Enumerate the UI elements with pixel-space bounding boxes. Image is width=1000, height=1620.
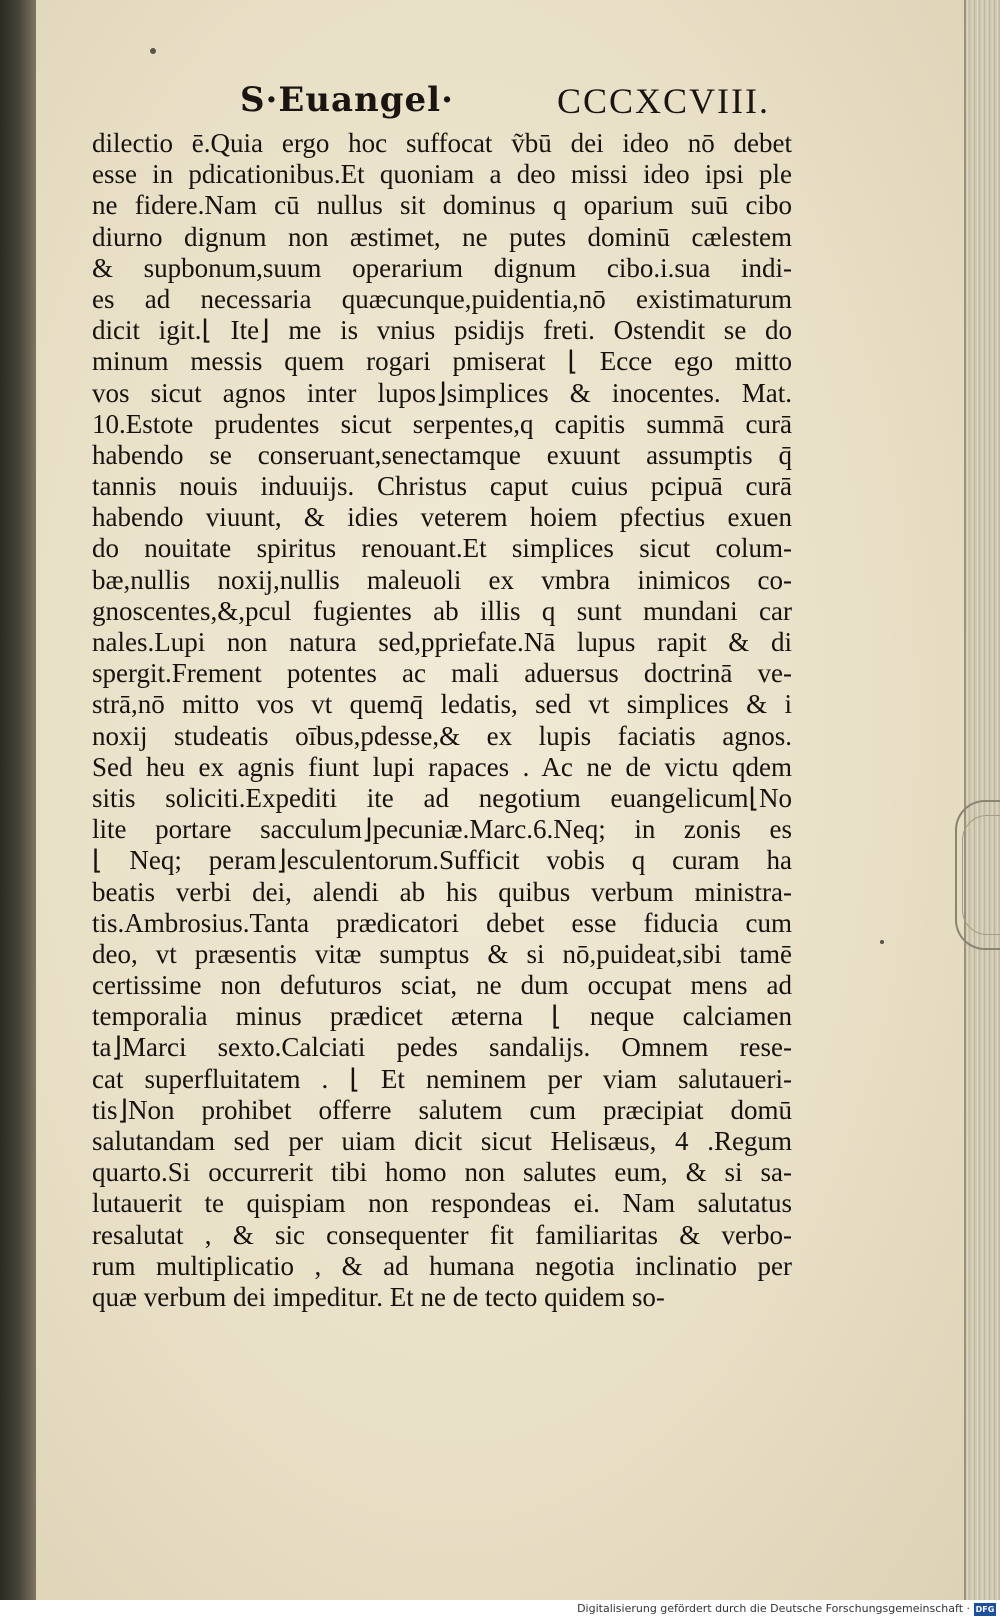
text-line: deo, vt præsentis vitæ sumptus & si nō,puideat,sibi tamē <box>92 938 792 969</box>
text-line: cat superfluitatem . ⌊ Et neminem per viam salutaueri- <box>92 1063 792 1094</box>
text-line: tis.Ambrosius.Tanta prædicatori debet esse fiducia cum <box>92 907 792 938</box>
text-line: 10.Estote prudentes sicut serpentes,q capitis summā curā <box>92 408 792 439</box>
text-line: es ad necessaria quæcunque,puidentia,nō existimaturum <box>92 283 792 314</box>
text-line: esse in pdicationibus.Et quoniam a deo missi ideo ipsi ple <box>92 159 792 190</box>
text-line: Sed heu ex agnis fiunt lupi rapaces . Ac ne de victu qdem <box>92 751 792 782</box>
text-line: temporalia minus prædicet æterna ⌊ neque calciamen <box>92 1001 792 1032</box>
text-line: dicit igit.⌊ Ite⌋ me is vnius psidijs freti. Ostendit se do <box>92 315 792 346</box>
text-line: beatis verbi dei, alendi ab his quibus verbum ministra- <box>92 876 792 907</box>
text-line: nales.Lupi non natura sed,ppriefate.Nā lupus rapit & di <box>92 627 792 657</box>
running-head: S·Euangel· <box>240 80 454 120</box>
text-line: diurno dignum non æstimet, ne putes dominū cælestem <box>92 221 792 252</box>
text-line: noxij studeatis oībus,pdesse,& ex lupis faciatis agnos. <box>92 720 792 751</box>
folio-number: CCCXCVIII. <box>556 81 770 121</box>
text-line: strā,nō mitto vos vt quemq̄ ledatis, sed vt simplices & i <box>92 689 792 720</box>
page-header <box>240 80 770 130</box>
text-line: quarto.Si occurrerit tibi homo non salutes eum, & si sa- <box>92 1157 792 1188</box>
text-line: rum multiplicatio , & ad humana negotia inclinatio per <box>92 1250 792 1281</box>
text-line: minum messis quem rogari pmiserat ⌊ Ecce ego mitto <box>92 346 792 377</box>
text-line: ⌊ Neq; peram⌋esculentorum.Sufficit vobis q curam ha <box>92 845 792 876</box>
text-line: do nouitate spiritus renouant.Et simplices sicut colum- <box>92 533 792 564</box>
digitization-credit: Digitalisierung gefördert durch die Deutsche Forschungsgemeinschaft · <box>577 1602 970 1615</box>
text-line: ne fidere.Nam cū nullus sit dominus q oparium suū cibo <box>92 190 792 221</box>
text-line: spergit.Frement potentes ac mali aduersus doctrinā ve- <box>92 658 792 689</box>
text-line: tannis nouis induuijs. Christus caput cuius pcipuā curā <box>92 471 792 502</box>
text-line: & supbonum,suum operarium dignum cibo.i.sua indi- <box>92 252 792 283</box>
text-line: salutandam sed per uiam dicit sicut Helisæus, 4 .Regum <box>92 1126 792 1156</box>
ink-speck <box>880 940 884 944</box>
text-line: habendo viuunt, & idies veterem hoiem pfectius exuen <box>92 502 792 533</box>
text-line: bæ,nullis noxij,nullis maleuoli ex vmbra inimicos co- <box>92 564 792 595</box>
footer-bar <box>0 1600 1000 1620</box>
text-line: habendo se conseruant,senectamque exuunt assumptis q̄ <box>92 439 792 470</box>
dfg-logo: DFG <box>975 1605 995 1614</box>
clasp-inner-mark <box>962 815 1000 935</box>
text-line: certissime non defuturos sciat, ne dum occupat mens ad <box>92 970 792 1001</box>
text-line: tis⌋Non prohibet offerre salutem cum præcipiat domū <box>92 1094 792 1125</box>
text-line: dilectio ē.Quia ergo hoc suffocat ṽbū dei ideo nō debet <box>92 128 792 158</box>
body-text <box>92 128 792 1313</box>
text-line: lite portare sacculum⌋pecuniæ.Marc.6.Neq; in zonis es <box>92 814 792 845</box>
text-line: vos sicut agnos inter lupos⌋simplices & inocentes. Mat. <box>92 377 792 408</box>
text-line: sitis soliciti.Expediti ite ad negotium euangelicum⌊No <box>92 782 792 813</box>
text-line: gnoscentes,&,pcul fugientes ab illis q sunt mundani car <box>92 595 792 626</box>
text-line: quæ verbum dei impeditur. Et ne de tecto quidem so- <box>92 1281 665 1312</box>
text-line: ta⌋Marci sexto.Calciati pedes sandalijs. Omnem rese- <box>92 1032 792 1063</box>
text-line: lutauerit te quispiam non respondeas ei. Nam salutatus <box>92 1188 792 1219</box>
ink-speck <box>150 48 156 54</box>
text-line: resalutat , & sic consequenter fit familiaritas & verbo- <box>92 1219 792 1250</box>
binding-gutter <box>0 0 40 1600</box>
